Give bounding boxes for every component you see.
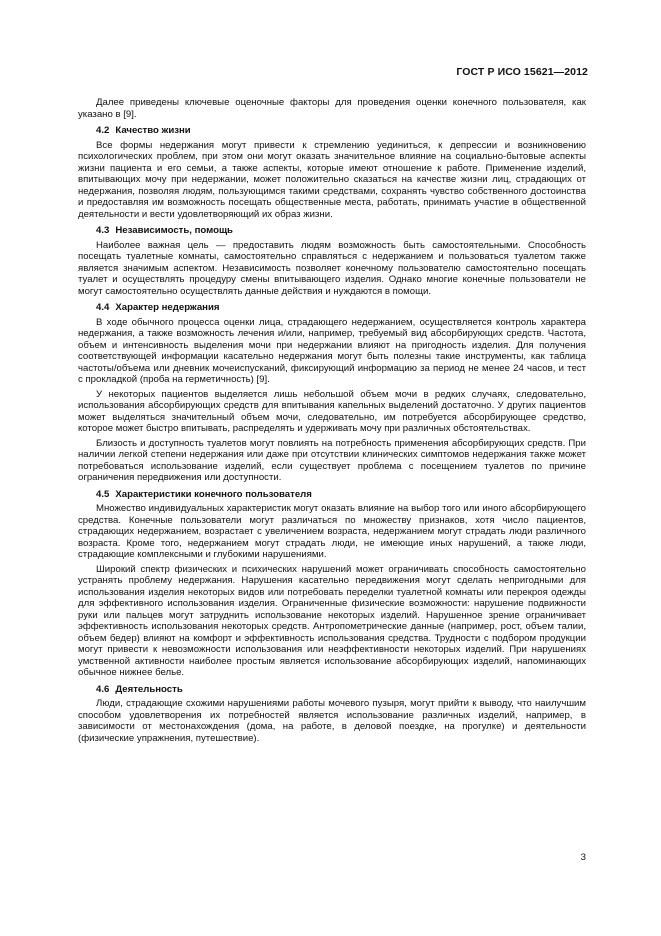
section-number: 4.5 <box>96 488 110 500</box>
section-number: 4.2 <box>96 125 110 136</box>
section-heading-4-5 <box>78 489 586 501</box>
standard-header: ГОСТ Р ИСО 15621—2012 <box>456 66 588 78</box>
section-4-6-paragraph-1: Люди, страдающие схожими нарушениями работы мочевого пузыря, могут прийти к выводу, что наилучшим способом удовлетворения их потребностей является использование различных изделий, например, в зависимости от местонахождения (дома, на работе, в деловой поездке, на прогулке) и деятельности (физические упражнения, путешествие). <box>78 698 586 744</box>
section-heading-4-2 <box>78 125 586 137</box>
section-number: 4.4 <box>96 302 110 313</box>
section-heading-4-6 <box>78 684 586 696</box>
document-body <box>78 97 586 747</box>
section-title: Характеристики конечного пользователя <box>115 488 312 500</box>
section-title: Характер недержания <box>115 302 220 313</box>
intro-paragraph: Далее приведены ключевые оценочные факторы для проведения оценки конечного пользователя, как указано в [9]. <box>78 97 586 120</box>
section-4-4-paragraph-1: В ходе обычного процесса оценки лица, страдающего недержанием, осуществляется контроль характера недержания, а также возможность лечения и/или, например, требуемый вид абсорбирующих средств. Частота, объем и интенсивность выделения мочи при недержании влияют на пригодность изделия. Для получения соответствующей информации касательно недержания могут быть полезны такие инструменты, как таблица частоты/объема или дневник мочеиспусканий, фиксирующий информацию за период не менее 24 часов, и тест с прокладкой (проба на герметичность) [9]. <box>78 316 586 385</box>
section-4-4-paragraph-2: У некоторых пациентов выделяется лишь небольшой объем мочи в редких случаях, следовательно, использования абсорбирующих средств для впитывания капельных выделений достаточно. У других пациентов может выделяться значительный объем мочи, следовательно, им потребуется абсорбирующее средство, которое может быстро впитывать, распределять и удерживать мочу при различных обстоятельствах. <box>78 388 586 434</box>
section-4-4-paragraph-3: Близость и доступность туалетов могут повлиять на потребность применения абсорбирующих средств. При наличии легкой степени недержания или даже при отсутствии клинических симптомов недержания также может потребоваться использование изделий, если существует проблема с посещением туалетов по причине ограничения передвижения или доступности. <box>78 437 586 483</box>
section-title: Деятельность <box>115 683 183 695</box>
page-number: 3 <box>580 852 586 863</box>
section-title: Независимость, помощь <box>115 225 233 236</box>
section-number: 4.3 <box>96 225 110 236</box>
section-4-2-paragraph-1: Все формы недержания могут привести к стремлению уединиться, к депрессии и возникновению психологических проблем, при этом они могут оказать значительное влияние на социально-бытовые аспекты жизни пациента и его семьи, а также аспекты, которые имеют отношение к работе. Применение изделий, впитывающих мочу при недержании, может положительно сказаться на качестве жизни лиц, страдающих от недержания, позволяя людям, пользующимся такими средствами, сохранять чувство собственного достоинства и предоставляя им возможность посещать общественные места, работать, принимать участие в общественной деятельности и вести удовлетворяющий их образ жизни. <box>78 139 586 220</box>
section-number: 4.6 <box>96 683 110 695</box>
section-heading-4-4 <box>78 302 586 314</box>
section-title: Качество жизни <box>115 125 191 136</box>
section-heading-4-3 <box>78 225 586 237</box>
section-4-3-paragraph-1: Наиболее важная цель — предоставить людям возможность быть самостоятельными. Способность посещать туалетные комнаты, самостоятельно справляться с недержанием и пользоваться туалетом также является значимым аспектом. Независимость позволяет конечному пользователю самостоятельно посещать туалет и осуществлять процедуру смены впитывающего изделия. Однако многие конечные пользователи не могут самостоятельно осуществлять данные действия и нуждаются в помощи. <box>78 239 586 297</box>
section-4-5-paragraph-1: Множество индивидуальных характеристик могут оказать влияние на выбор того или иного абсорбирующего средства. Конечные пользователи могут различаться по множеству признаков, хотя число пациентов, страдающих недержанием, возрастает с увеличением возраста, недержанием могут страдать люди различного возраста. Кроме того, недержанием могут страдать люди, не имеющие иных нарушений, а также люди, страдающие комплексными и глубокими нарушениями. <box>78 503 586 560</box>
section-4-5-paragraph-2: Широкий спектр физических и психических нарушений может ограничивать способность самостоятельно устранять проблему недержания. Нарушения касательно передвижения могут сделать непригодными для использования изделия некоторых видов или потребовать переделки туалетной комнаты или перекроя одежды для эффективного использования изделия. Ограниченные физические возможности: нарушение подвижности руки или пальцев могут затруднить использование некоторых изделий. Нарушенное зрение ограничивает эффективность использования некоторых средств. Антропометрические данные (например, рост, объем талии, объем бедер) влияют на комфорт и эффективность использования средства. Трудности с подбором продукции могут привести к невозможности использования или неэффективности некоторых изделий. При нарушениях умственной активности наиболее простым является использование абсорбирующих изделий, напоминающих обычное нижнее белье. <box>78 563 586 678</box>
